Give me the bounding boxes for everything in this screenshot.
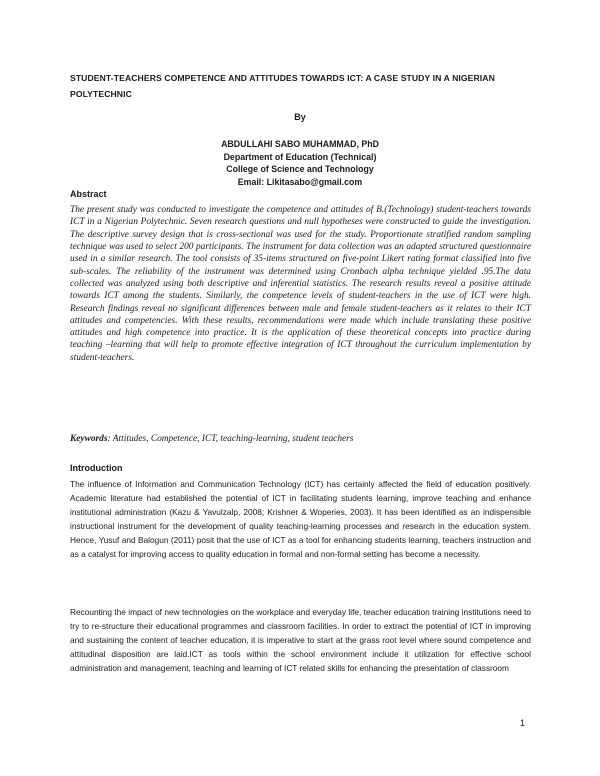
author-college: College of Science and Technology [226,164,374,175]
author-email: Email: Likitasabo@gmail.com [237,176,363,187]
keywords-label: Keywords [70,434,108,444]
author-name: ABDULLAHI SABO MUHAMMAD, PhD [221,139,379,149]
abstract-heading: Abstract [70,189,107,199]
author-department: Department of Education (Technical) [223,151,377,162]
paper-title: STUDENT-TEACHERS COMPETENCE AND ATTITUDES TOWARDS ICT: A CASE STUDY IN A NIGERIAN POLYTECHNIC [70,73,495,99]
page-number: 1 [520,718,526,728]
introduction-paragraph-1: The influence of Information and Communication Technology (ICT) has certainly affected the field of education positively. Academic literature had established the potential of ICT in facilitating students learning, improve teaching and enhance institutional administration (Kazu & Yavulzalp, 2008; Krishner & Woperies, 2003). It has been identified as an indispensible instructional instrument for the development of quality teaching-learning processes and research in the education system. Hence, Yusuf and Balogun (2011) posit that the use of ICT as a tool for enhancing students learning, teachers instruction and as a catalyst for improving access to quality education in formal and non-formal setting has become a necessity. [70,479,531,560]
by-line: By [294,112,306,122]
keywords-text: : Attitudes, Competence, ICT, teaching-learning, student teachers [107,434,354,444]
author-block [0,138,600,188]
abstract-text: The present study was conducted to investigate the competence and attitudes of B.(Technology) student-teachers towards ICT in a Nigerian Polytechnic. Seven research questions and null hypotheses were constructed to guide the investigation. The descriptive survey design that is cross-sectional was used for the study. Proportionate stratified random sampling technique was used to select 200 participants. The instrument for data collection was an adapted structured questionnaire used in a similar research. The tool consists of 35-items structured on five-point Likert rating format classified into five sub-scales. The reliability of the instrument was determined using Cronbach alpha technique yielded .95.The data collected was analyzed using both descriptive and inferential statistics. The research results reveal a positive attitude towards ICT among the students. Similarly, the competence levels of student-teachers in the use of ICT were high. Research findings reveal no significant differences between male and female student-teachers as it relates to their ICT attitudes and competencies. With these results, recommendations were made which include translating these positive attitudes and high competence into practice. It is the application of these theoretical concepts into practice during teaching –learning that will help to promote effective integration of ICT throughout the curriculum implementation by student-teachers. [70,205,531,363]
keywords-line [70,433,531,445]
introduction-heading: Introduction [70,463,123,473]
introduction-paragraph-2: Recounting the impact of new technologies on the workplace and everyday life, teacher education training institutions need to try to re-structure their educational programmes and classroom facilities. In order to extract the potential of ICT in improving and sustaining the content of teacher education, it is imperative to start at the grass root level where sound competence and attitudinal disposition are laid.ICT as tools within the school environment include it utilization for effective school administration and management, teaching and learning of ICT related skills for enhancing the presentation of classroom [70,607,531,674]
